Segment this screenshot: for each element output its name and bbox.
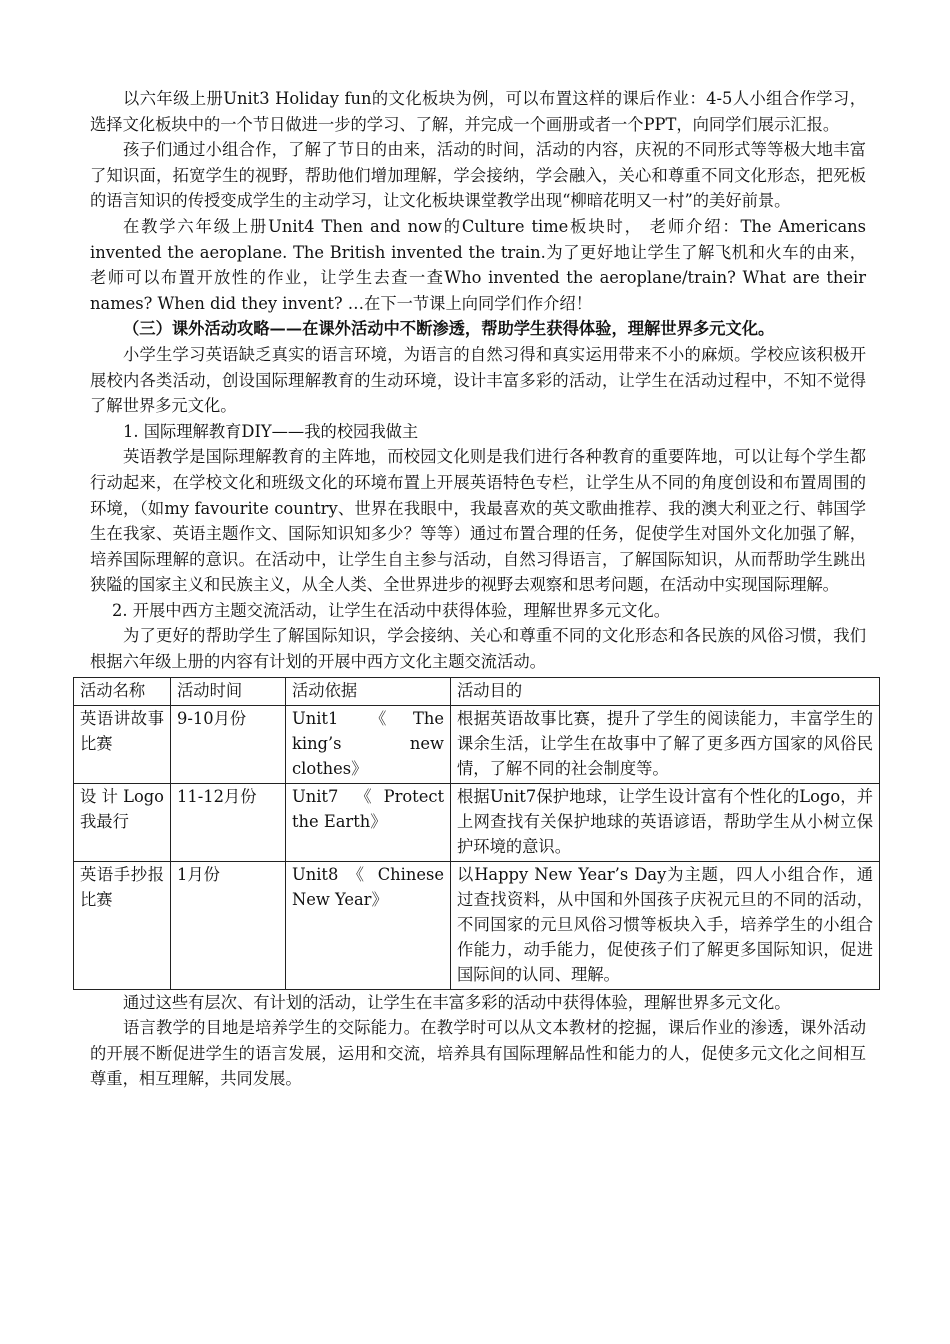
table-header-cell: 活动名称	[74, 677, 171, 705]
table-cell: 11-12月份	[171, 783, 286, 861]
table-header-cell: 活动目的	[451, 677, 880, 705]
activities-table	[73, 677, 880, 990]
table-header-cell: 活动依据	[286, 677, 451, 705]
paragraph: 孩子们通过小组合作，了解了节日的由来，活动的时间，活动的内容，庆祝的不同形式等等极大地丰富了知识面，拓宽学生的视野，帮助他们增加理解，学会接纳，学会融入，关心和尊重不同文化形态，把死板的语言知识的传授变成学生的主动学习，让文化板块课堂教学出现“柳暗花明又一村”的美好前景。	[90, 140, 866, 211]
paragraph: 通过这些有层次、有计划的活动，让学生在丰富多彩的活动中获得体验，理解世界多元文化。	[123, 992, 791, 1012]
table-cell: Unit8 《 Chinese New Year》	[286, 861, 451, 989]
table-header-cell: 活动时间	[171, 677, 286, 705]
table-row	[74, 783, 880, 861]
table-cell: 英语手抄报比赛	[74, 861, 171, 989]
table-cell: Unit7 《Protect the Earth》	[286, 783, 451, 861]
paragraph: 小学生学习英语缺乏真实的语言环境，为语言的自然习得和真实运用带来不小的麻烦。学校应该积极开展校内各类活动，创设国际理解教育的生动环境，设计丰富多彩的活动，让学生在活动过程中，不知不觉得了解世界多元文化。	[90, 344, 866, 416]
table-row	[74, 861, 880, 989]
table-cell: 根据Unit7保护地球，让学生设计富有个性化的Logo，并上网查找有关保护地球的英语谚语，帮助学生从小树立保护环境的意识。	[451, 783, 880, 861]
table-cell: 根据英语故事比赛，提升了学生的阅读能力，丰富学生的课余生活，让学生在故事中了解了更多西方国家的风俗民情，了解不同的社会制度等。	[451, 705, 880, 783]
paragraph: 为了更好的帮助学生了解国际知识，学会接纳、关心和尊重不同的文化形态和各民族的风俗习惯，我们根据六年级上册的内容有计划的开展中西方文化主题交流活动。	[90, 626, 866, 672]
document-body	[80, 86, 873, 1092]
table-cell: 9-10月份	[171, 705, 286, 783]
paragraph: 英语教学是国际理解教育的主阵地，而校园文化则是我们进行各种教育的重要阵地，可以让每个学生都行动起来，在学校文化和班级文化的环境布置上开展英语特色专栏，让学生从不同的角度创设和布置周围的环境，（如my favourite country、世界在我眼中，我最喜欢的英文歌曲推荐、我的澳大利亚之行、韩国学生在我家、英语主题作文、国际知识知多少？等等）通过布置合理的任务，促使学生对国外文化加强了解，培养国际理解的意识。在活动中，让学生自主参与活动，自然习得语言，了解国际知识，从而帮助学生跳出狭隘的国家主义和民族主义，从全人类、全世界进步的视野去观察和思考问题，在活动中实现国际理解。	[90, 447, 866, 595]
table-row	[74, 705, 880, 783]
table-cell: Unit1 《The king’s new clothes》	[286, 705, 451, 783]
subsection-title: 1. 国际理解教育DIY——我的校园我做主	[123, 421, 419, 441]
paragraph: 在教学六年级上册Unit4 Then and now的Culture time板块时， 老师介绍：The Americans invented the aeroplane. The British invented the train.为了更好地让学生了解飞机和火车的由来，老师可以布置开放性的作业，让学生去查一查Who invented the aeroplane/train? What are their names? When did they invent? …在下一节课上向同学们作介绍！	[90, 216, 866, 313]
table-cell: 设 计 Logo 我最行	[74, 783, 171, 861]
paragraph: 语言教学的目地是培养学生的交际能力。在教学时可以从文本教材的挖掘，课后作业的渗透，课外活动的开展不断促进学生的语言发展，运用和交流，培养具有国际理解品性和能力的人，促使多元文化之间相互尊重，相互理解，共同发展。	[90, 1018, 866, 1089]
section-heading: （三）课外活动攻略——在课外活动中不断渗透，帮助学生获得体验，理解世界多元文化。	[123, 319, 775, 339]
subsection-title: 2. 开展中西方主题交流活动，让学生在活动中获得体验，理解世界多元文化。	[112, 600, 670, 620]
paragraph: 以六年级上册Unit3 Holiday fun的文化板块为例，可以布置这样的课后作业：4-5人小组合作学习，选择文化板块中的一个节日做进一步的学习、了解，并完成一个画册或者一个PPT，向同学们展示汇报。	[90, 89, 866, 134]
table-header-row	[74, 677, 880, 705]
table-cell: 英语讲故事比赛	[74, 705, 171, 783]
table-cell: 1月份	[171, 861, 286, 989]
table-cell: 以Happy New Year’s Day为主题，四人小组合作，通过查找资料，从中国和外国孩子庆祝元旦的不同的活动，不同国家的元旦风俗习惯等板块入手，培养学生的小组合作能力，动手能力，促使孩子们了解更多国际知识，促进国际间的认同、理解。	[451, 861, 880, 989]
